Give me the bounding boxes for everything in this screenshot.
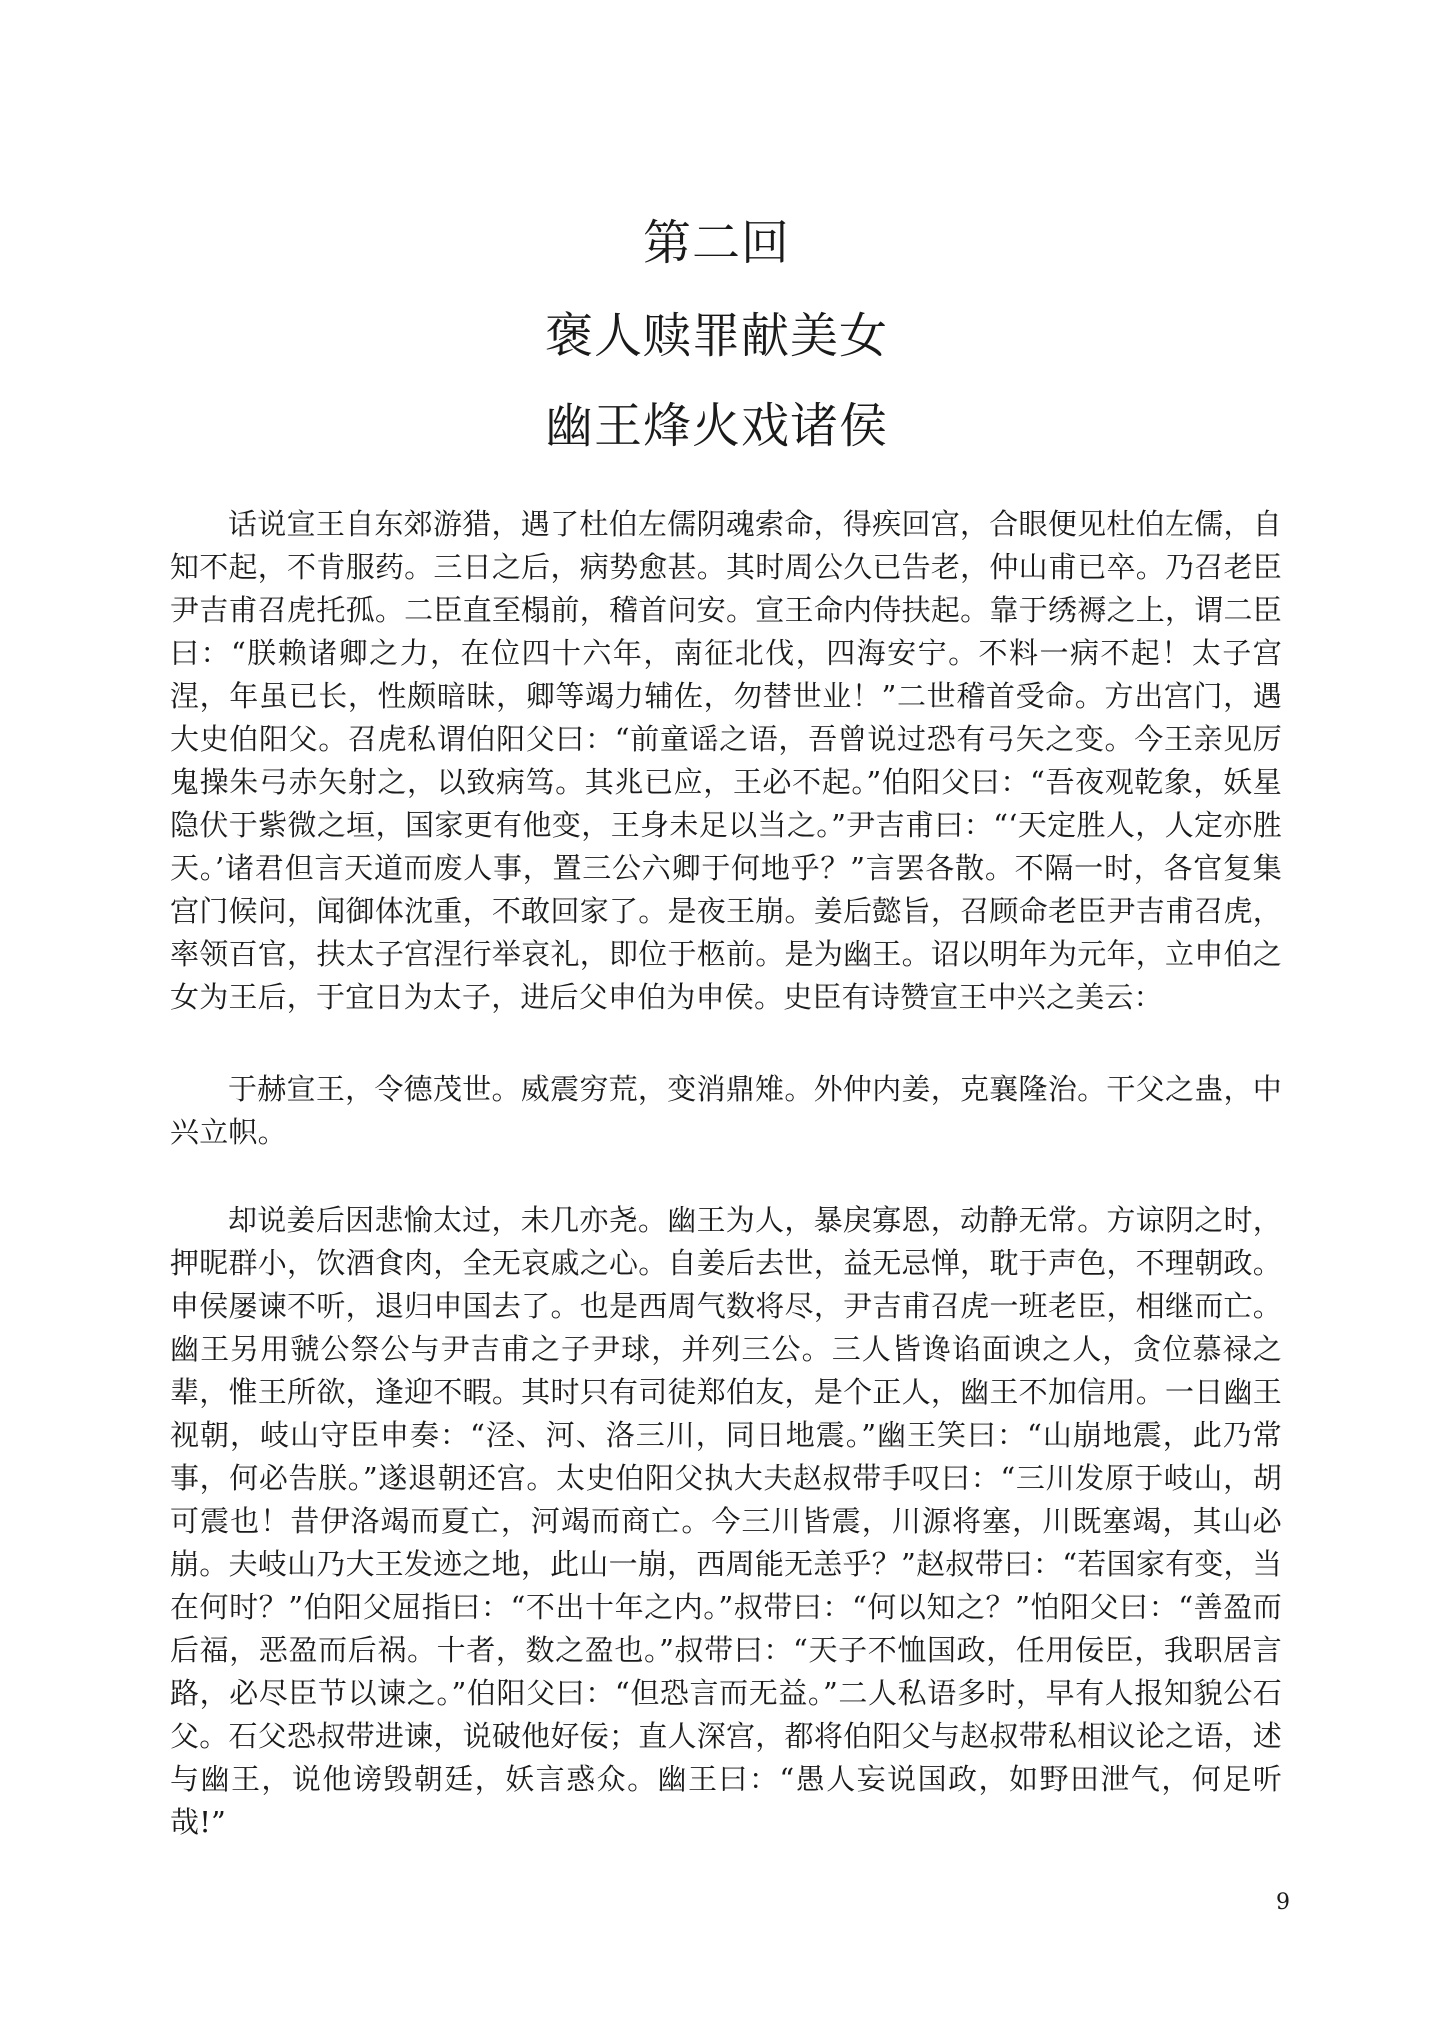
- poem-paragraph: [170, 1068, 1282, 1154]
- body-paragraph-2: [170, 1199, 1282, 1844]
- chapter-title-line-1: 褒人赎罪献美女: [544, 308, 888, 364]
- chapter-number: 第二回: [642, 215, 790, 271]
- paragraph-text: 却说姜后因悲愉太过，未几亦尧。幽王为人，暴戾寡恩，动静无常。方谅阴之时，押昵群小，饮酒食肉，全无哀戚之心。自姜后去世，益无忌惮，耽于声色，不理朝政。申侯屡谏不听，退归申国去了。也是西周气数将尽，尹吉甫召虎一班老臣，相继而亡。幽王另用虢公祭公与尹吉甫之子尹球，并列三公。三人皆谗谄面谀之人，贪位慕禄之辈，惟王所欲，逢迎不暇。其时只有司徒郑伯友，是个正人，幽王不加信用。一日幽王视朝，岐山守臣申奏：“泾、河、洛三川，同日地震。”幽王笑曰：“山崩地震，此乃常事，何必告朕。”遂退朝还宫。太史伯阳父执大夫赵叔带手叹曰：“三川发原于岐山，胡可震也！昔伊洛竭而夏亡，河竭而商亡。今三川皆震，川源将塞，川既塞竭，其山必崩。夫岐山乃大王发迹之地，此山一崩，西周能无恙乎？”赵叔带曰：“若国家有变，当在何时？”伯阳父屈指曰：“不出十年之内。”叔带曰：“何以知之？”怕阳父曰：“善盈而后福，恶盈而后祸。十者，数之盈也。”叔带曰：“天子不恤国政，任用佞臣，我职居言路，必尽臣节以谏之。”伯阳父曰：“但恐言而无益。”二人私语多时，早有人报知貌公石父。石父恐叔带进谏，说破他好佞；直人深宫，都将伯阳父与赵叔带私相议论之语，述与幽王，说他谤毁朝廷，妖言惑众。幽王曰：“愚人妄说国政，如野田泄气，何足听哉!”: [170, 1203, 1282, 1839]
- paragraph-text: 话说宣王自东郊游猎，遇了杜伯左儒阴魂索命，得疾回宫，合眼便见杜伯左儒，自知不起，不肯服药。三日之后，病势愈甚。其时周公久已告老，仲山甫已卒。乃召老臣尹吉甫召虎托孤。二臣直至榻前，稽首问安。宣王命内侍扶起。靠于绣褥之上，谓二臣曰：“朕赖诸卿之力，在位四十六年，南征北伐，四海安宁。不料一病不起！太子宫涅，年虽已长，性颇暗昧，卿等竭力辅佐，勿替世业！”二世稽首受命。方出宫门，遇大史伯阳父。召虎私谓伯阳父曰：“前童谣之语，吾曾说过恐有弓矢之变。今王亲见厉鬼操朱弓赤矢射之，以致病笃。其兆已应，王必不起。”伯阳父曰：“吾夜观乾象，妖星隐伏于紫微之垣，国家更有他变，王身未足以当之。”尹吉甫曰：“‘天定胜人，人定亦胜天。’诸君但言天道而废人事，置三公六卿于何地乎？”言罢各散。不隔一时，各官复集宫门候问，闻御体沈重，不敢回家了。是夜王崩。姜后懿旨，召顾命老臣尹吉甫召虎，率领百官，扶太子宫涅行举哀礼，即位于柩前。是为幽王。诏以明年为元年，立申伯之女为王后，于宜日为太子，进后父申伯为申侯。史臣有诗赞宣王中兴之美云：: [170, 507, 1282, 1014]
- page-number: 9: [1276, 1890, 1290, 1915]
- chapter-title-line-2: 幽王烽火戏诸侯: [544, 398, 888, 454]
- poem-text: 于赫宣王，令德茂世。威震穷荒，变消鼎雉。外仲内姜，克襄隆治。干父之蛊，中兴立帜。: [170, 1072, 1282, 1149]
- body-paragraph-1: [170, 503, 1282, 1019]
